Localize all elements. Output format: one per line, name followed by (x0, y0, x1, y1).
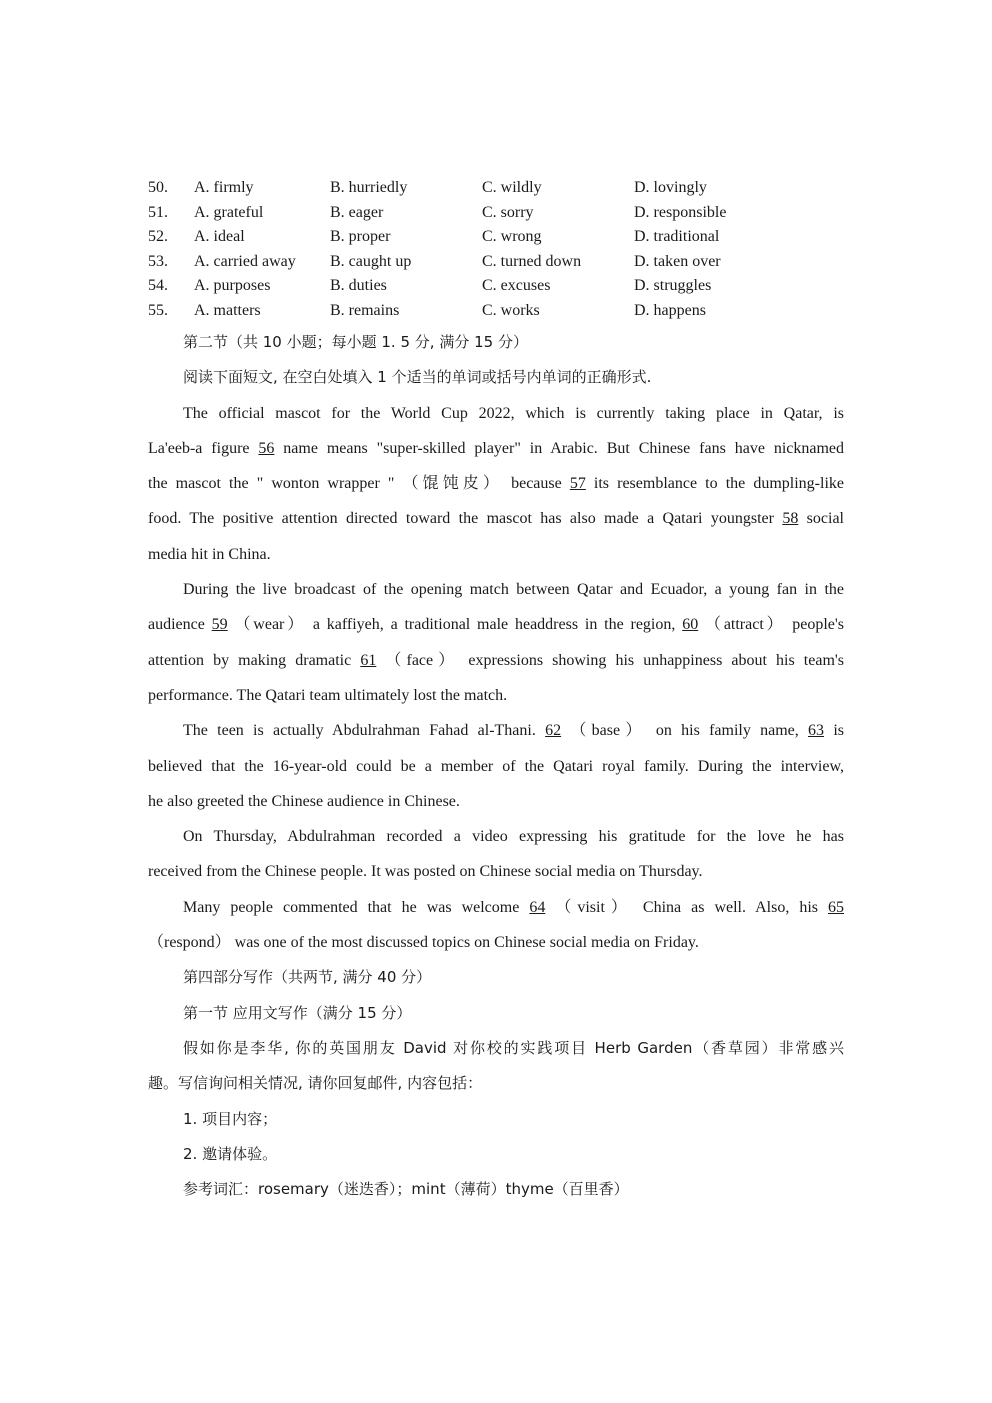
text: （visit） China as well. Also, his (545, 898, 828, 916)
option-d: D. happens (634, 301, 706, 319)
option-b: B. duties (330, 277, 387, 295)
blank-57: 57 (569, 475, 586, 493)
option-b: B. proper (330, 228, 391, 246)
option-row (148, 176, 848, 201)
passage-line: media hit in China. (148, 545, 271, 563)
passage-line: During the live broadcast of the opening match between Qatar and Ecuador, a young fan in the (183, 581, 844, 599)
text: audience (148, 616, 212, 634)
option-d: D. traditional (634, 228, 720, 246)
text: the mascot the " wonton wrapper " （馄饨皮） because (148, 475, 570, 493)
text: The teen is actually Abdulrahman Fahad al-Thani. (183, 722, 546, 740)
passage-line: On Thursday, Abdulrahman recorded a video expressing his gratitude for the love he has (183, 828, 844, 846)
blank-61: 61 (360, 651, 377, 669)
passage-line (148, 431, 844, 466)
option-d: D. taken over (634, 252, 721, 270)
task-item: 2. 邀请体验。 (183, 1144, 278, 1163)
text: is (824, 722, 844, 740)
option-b: B. eager (330, 203, 384, 221)
part4-subheading: 第一节 应用文写作（满分 15 分） (183, 1003, 412, 1022)
blank-60: 60 (682, 616, 699, 634)
option-b: B. hurriedly (330, 179, 408, 196)
blank-63: 63 (808, 722, 825, 740)
passage-line (148, 713, 844, 748)
section-instruction: 阅读下面短文, 在空白处填入 1 个适当的单词或括号内单词的正确形式. (183, 368, 652, 387)
writing-task: 假如你是李华, 你的英国朋友 David 对你校的实践项目 Herb Garden（香草园）非常感兴 (183, 1038, 844, 1057)
option-d: D. responsible (634, 203, 727, 221)
blank-65: 65 (828, 898, 844, 916)
blank-59: 59 (211, 616, 228, 634)
passage-line: received from the Chinese people. It was posted on Chinese social media on Thursday. (148, 863, 703, 881)
task-item: 1. 项目内容； (183, 1109, 278, 1128)
option-row (148, 274, 848, 299)
question-number: 53. (148, 252, 168, 270)
option-d: D. lovingly (634, 179, 707, 196)
blank-56: 56 (258, 439, 275, 457)
option-c: C. excuses (482, 277, 551, 295)
option-a: A. grateful (194, 203, 264, 221)
options-table (148, 176, 848, 324)
option-a: A. firmly (194, 179, 254, 196)
option-a: A. carried away (194, 252, 296, 270)
passage-line (148, 501, 844, 536)
passage-line (148, 466, 844, 501)
option-row (148, 225, 848, 250)
option-b: B. caught up (330, 252, 412, 270)
passage-line: The official mascot for the World Cup 2022, which is currently taking place in Qatar, is (183, 404, 844, 422)
question-number: 50. (148, 179, 168, 196)
question-number: 54. (148, 277, 168, 295)
option-c: C. wrong (482, 228, 542, 246)
question-number: 52. (148, 228, 168, 246)
writing-task: 趣。写信询问相关情况, 请你回复邮件, 内容包括： (148, 1074, 483, 1093)
option-d: D. struggles (634, 277, 712, 295)
passage-line (148, 643, 844, 678)
passage-line (148, 607, 844, 642)
question-number: 55. (148, 301, 168, 319)
text: name means "super-skilled player" in Arabic. But Chinese fans have nicknamed (274, 439, 845, 457)
text: attention by making dramatic (148, 651, 361, 669)
blank-58: 58 (782, 510, 799, 528)
text: Many people commented that he was welcome (183, 898, 530, 916)
option-row (148, 201, 848, 226)
text: （face） expressions showing his unhappiness about his team's (376, 651, 844, 669)
option-c: C. turned down (482, 252, 582, 270)
text: La'eeb-a figure (148, 439, 259, 457)
question-number: 51. (148, 203, 168, 221)
text: （wear） a kaffiyeh, a traditional male headdress in the region, (227, 616, 683, 634)
option-row (148, 250, 848, 275)
reference-vocab: 参考词汇：rosemary（迷迭香）；mint（薄荷）thyme（百里香） (183, 1180, 629, 1199)
option-c: C. wildly (482, 179, 542, 196)
text: food. The positive attention directed toward the mascot has also made a Qatari youngster (148, 510, 783, 528)
passage-line: （respond） was one of the most discussed topics on Chinese social media on Friday. (148, 934, 699, 952)
text: （attract） people's (698, 616, 844, 634)
part4-heading: 第四部分写作（共两节, 满分 40 分） (183, 968, 432, 987)
passage-line (148, 890, 844, 925)
option-a: A. purposes (194, 277, 271, 295)
passage-line: believed that the 16-year-old could be a member of the Qatari royal family. During the interview, (148, 757, 844, 775)
option-a: A. matters (194, 301, 261, 319)
option-row (148, 299, 848, 324)
passage-section (148, 325, 844, 1207)
passage-line: he also greeted the Chinese audience in Chinese. (148, 792, 460, 810)
option-c: C. works (482, 301, 540, 319)
text: social (798, 510, 845, 528)
section-heading: 第二节（共 10 小题；每小题 1. 5 分, 满分 15 分） (183, 333, 528, 351)
option-b: B. remains (330, 301, 400, 319)
blank-64: 64 (529, 898, 546, 916)
blank-62: 62 (545, 722, 562, 740)
option-a: A. ideal (194, 228, 245, 246)
text: （base） on his family name, (561, 722, 809, 740)
passage-line: performance. The Qatari team ultimately lost the match. (148, 686, 508, 704)
text: its resemblance to the dumpling-like (585, 475, 845, 493)
option-c: C. sorry (482, 203, 534, 221)
